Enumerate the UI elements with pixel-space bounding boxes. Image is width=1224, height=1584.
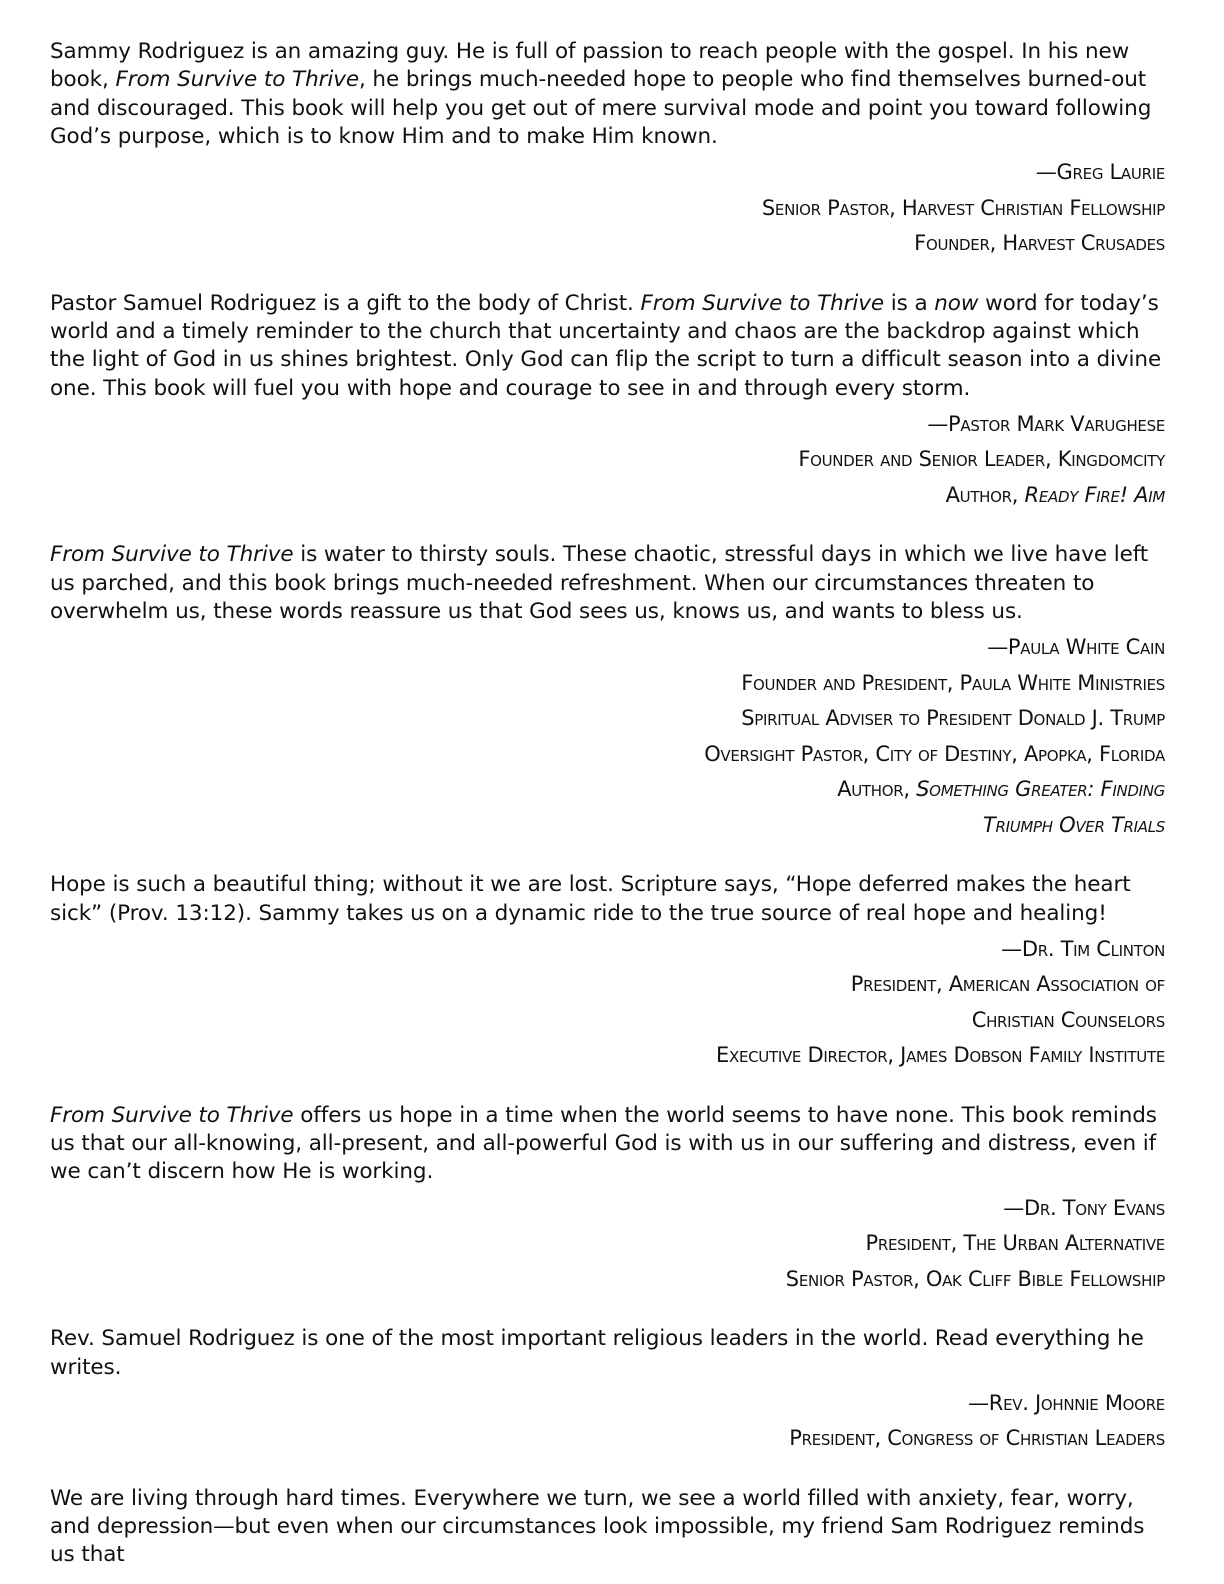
endorser-name <box>50 1386 1165 1422</box>
quote-text-run: Sammy Rodriguez is an amazing guy. He is full of passion to reach people with the gospel. In his new book, <box>50 39 1130 93</box>
endorsement-quote <box>50 290 1165 403</box>
endorser-title-line <box>50 808 1165 844</box>
quote-italic-run: From Survive to Thrive <box>640 290 885 316</box>
quote-italic-run: now <box>934 290 979 316</box>
section-spacer <box>50 1297 1165 1325</box>
endorsement <box>50 871 1165 1074</box>
attribution-text-run: Founder and Senior Leader, Kingdomcity <box>798 447 1165 472</box>
endorsement-attribution <box>50 932 1165 1074</box>
endorsement <box>50 1102 1165 1297</box>
endorsement-quote <box>50 38 1165 151</box>
endorser-title-line <box>50 701 1165 737</box>
attribution-text-run: Oversight Pastor, City of Destiny, Apopka, Florida <box>704 741 1165 766</box>
quote-text-run: offers us hope in a time when the world seems to have none. This book reminds us that our all-knowing, all-present, and all-powerful God is with us in our suffering and distress, even if we can’t discern how He is working. <box>50 1102 1157 1185</box>
endorser-title-line <box>50 1226 1165 1262</box>
endorser-title-line <box>50 737 1165 773</box>
quote-text-run: word for today’s world and a timely reminder to the church that uncertainty and chaos are the backdrop against which the light of God in us shines brightest. Only God can flip the script to turn a difficult season into a divine one. This book will fuel you with hope and courage to see in and through every storm. <box>50 290 1162 401</box>
endorser-name <box>50 932 1165 968</box>
endorser-title-line <box>50 967 1165 1003</box>
endorsement-attribution <box>50 1191 1165 1298</box>
attribution-text-run: —Rev. Johnnie Moore <box>968 1390 1165 1415</box>
endorser-name <box>50 155 1165 191</box>
endorsement-attribution <box>50 155 1165 262</box>
attribution-italic-run: Something Greater: Finding <box>916 777 1165 802</box>
attribution-text-run: Senior Pastor, Oak Cliff Bible Fellowship <box>785 1266 1165 1291</box>
attribution-text-run: Founder, Harvest Crusades <box>914 231 1165 256</box>
section-spacer <box>50 513 1165 541</box>
endorser-name <box>50 407 1165 443</box>
attribution-text-run: —Pastor Mark Varughese <box>927 411 1165 436</box>
quote-text-run: We are living through hard times. Everywhere we turn, we see a world filled with anxiety, fear, worry, and depression—but even when our circumstances look impossible, my friend Sam Rodriguez reminds us that <box>50 1485 1145 1568</box>
attribution-text-run: Spiritual Adviser to President Donald J. Trump <box>741 706 1165 731</box>
endorser-title-line <box>50 442 1165 478</box>
section-spacer <box>50 1074 1165 1102</box>
attribution-text-run: President, American Association of <box>850 972 1165 997</box>
section-spacer <box>50 843 1165 871</box>
quote-italic-run: From Survive to Thrive <box>50 1102 294 1128</box>
endorsement <box>50 1485 1165 1570</box>
attribution-text-run: Executive Director, James Dobson Family Institute <box>716 1043 1165 1068</box>
attribution-text-run: —Greg Laurie <box>1035 160 1165 185</box>
endorsement <box>50 1325 1165 1457</box>
endorsement-quote <box>50 1485 1165 1570</box>
endorsements-page <box>50 38 1165 1570</box>
quote-text-run: Rev. Samuel Rodriguez is one of the most important religious leaders in the world. Read everything he writes. <box>50 1326 1144 1380</box>
attribution-text-run: Senior Pastor, Harvest Christian Fellowship <box>761 195 1165 220</box>
attribution-text-run: Christian Counselors <box>971 1007 1165 1032</box>
quote-text-run: , he brings much-needed hope to people who find themselves burned-out and discouraged. This book will help you get out of mere survival mode and point you toward following God’s purpose, which is to know Him and to make Him known. <box>50 67 1152 149</box>
quote-italic-run: From Survive to Thrive <box>50 542 294 568</box>
section-spacer <box>50 1457 1165 1485</box>
endorsement <box>50 38 1165 262</box>
endorsement <box>50 541 1165 843</box>
quote-italic-run: From Survive to Thrive <box>115 67 359 93</box>
endorser-title-line <box>50 666 1165 702</box>
attribution-text-run: President, Congress of Christian Leaders <box>789 1426 1165 1451</box>
endorser-title-line <box>50 1038 1165 1074</box>
endorsement-quote <box>50 1102 1165 1187</box>
endorser-name <box>50 630 1165 666</box>
attribution-text-run: —Dr. Tony Evans <box>1003 1195 1165 1220</box>
endorsement-attribution <box>50 407 1165 514</box>
quote-text-run: is water to thirsty souls. These chaotic, stressful days in which we live have left us parched, and this book brings much-needed refreshment. When our circumstances threaten to overwhelm us, these words reassure us that God sees us, knows us, and wants to bless us. <box>50 542 1149 624</box>
attribution-text-run: President, The Urban Alternative <box>865 1231 1165 1256</box>
section-spacer <box>50 262 1165 290</box>
attribution-text-run: —Paula White Cain <box>987 635 1165 660</box>
endorser-title-line <box>50 226 1165 262</box>
endorsement-attribution <box>50 630 1165 843</box>
endorser-name <box>50 1191 1165 1227</box>
attribution-italic-run: Triumph Over Trials <box>982 812 1165 837</box>
attribution-text-run: —Dr. Tim Clinton <box>1001 936 1165 961</box>
quote-text-run: Pastor Samuel Rodriguez is a gift to the body of Christ. <box>50 290 641 316</box>
attribution-italic-run: Ready Fire! Aim <box>1024 482 1165 507</box>
endorser-title-line <box>50 191 1165 227</box>
attribution-text-run: Author, <box>837 777 917 802</box>
endorser-title-line <box>50 478 1165 514</box>
endorsement-attribution <box>50 1386 1165 1457</box>
attribution-text-run: Founder and President, Paula White Ministries <box>741 670 1165 695</box>
endorser-title-line <box>50 1421 1165 1457</box>
attribution-text-run: Author, <box>945 482 1025 507</box>
endorsement-quote <box>50 1325 1165 1382</box>
endorsement <box>50 290 1165 514</box>
endorsement-quote <box>50 541 1165 626</box>
endorser-title-line <box>50 1262 1165 1298</box>
endorser-title-line <box>50 1003 1165 1039</box>
endorser-title-line <box>50 772 1165 808</box>
quote-text-run: Hope is such a beautiful thing; without it we are lost. Scripture says, “Hope deferred makes the heart sick” (Prov. 13:12). Sammy takes us on a dynamic ride to the true source of real hope and healing! <box>50 872 1131 926</box>
endorsement-quote <box>50 871 1165 928</box>
quote-text-run: is a <box>884 290 935 316</box>
